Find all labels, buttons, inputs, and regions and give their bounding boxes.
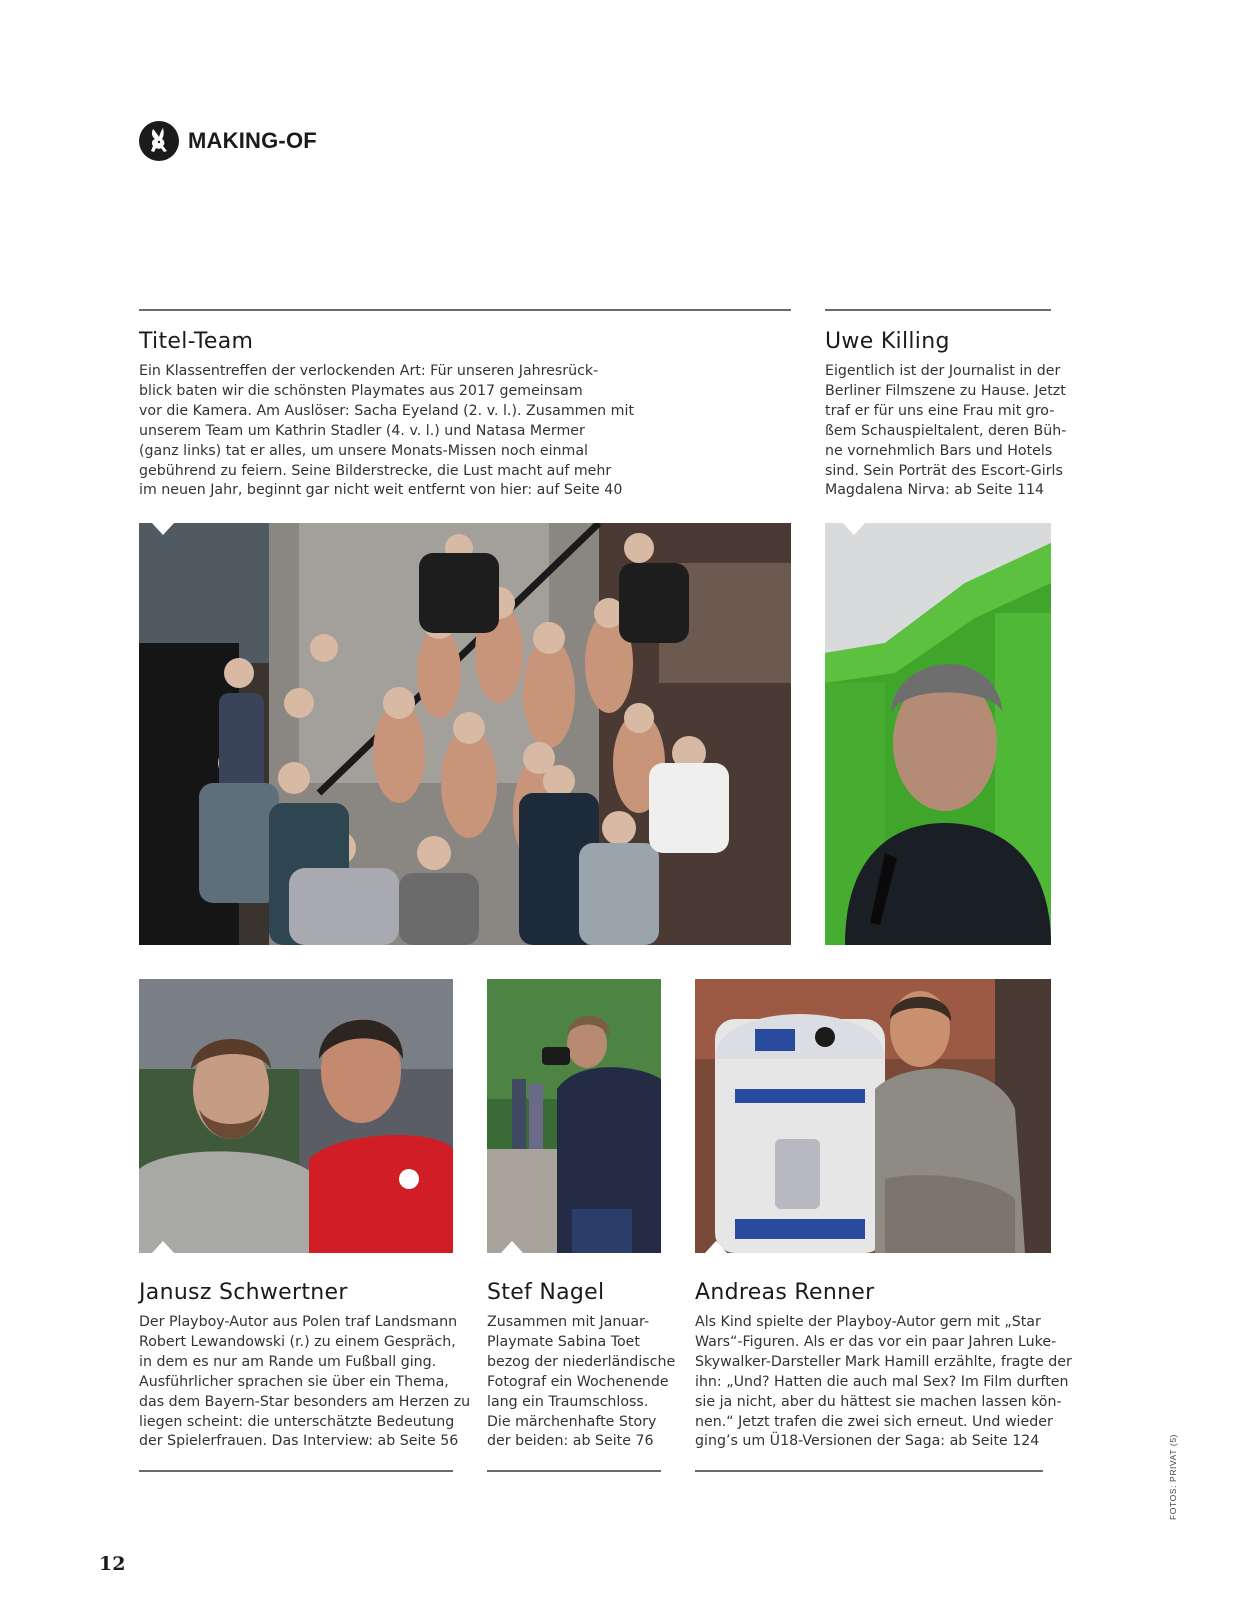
divider — [825, 309, 1051, 311]
article-text-stef-nagel: Zusammen mit Januar- Playmate Sabina Toet bezog der niederländische Fotograf ein Wochenende lang ein Traumschloss. Die märchenhafte Story der beiden: ab Seite 76 — [487, 1314, 676, 1450]
photo-notch — [152, 523, 174, 535]
divider — [695, 1470, 1043, 1472]
photo-notch — [501, 1241, 523, 1253]
article-text-janusz-schwertner: Der Playboy-Autor aus Polen traf Landsmann Robert Lewandowski (r.) zu einem Gespräch, in dem es nur am Rande um Fußball ging. Ausführlicher sprachen sie über ein Thema, das dem Bayern-Star besonders am Herzen zu liegen scheint: die unterschätzte Bedeutung der Spielerfrauen. Das Interview: ab Seite 56 — [139, 1314, 471, 1450]
article-text-uwe-killing: Eigentlich ist der Journalist in der Berliner Filmszene zu Hause. Jetzt traf er für uns eine Frau mit gro- ßem Schauspieltalent, deren Büh- ne vornehmlich Bars und Hotels sind. Sein Porträt des Escort-Girls Magdalena Nirva: ab Seite 114 — [825, 363, 1067, 499]
divider — [487, 1470, 661, 1472]
photo-credit: FOTOS: PRIVAT (5) — [1168, 1433, 1178, 1520]
article-heading-stef-nagel: Stef Nagel — [487, 1280, 605, 1305]
photo-stef-nagel — [487, 979, 661, 1253]
article-text-andreas-renner: Als Kind spielte der Playboy-Autor gern mit „Star Wars“-Figuren. Als er das vor ein paar Jahren Luke- Skywalker-Darsteller Mark Hamill erzählte, fragte der ihn: „Und? Hatten die auch mal Sex? Im Film durften sie ja nicht, aber du hättest sie machen lassen kön- nen.“ Jetzt trafen die zwei sich erneut. Und wieder ging’s um Ü18-Versionen der Saga: ab Seite 124 — [695, 1314, 1072, 1450]
photo-notch — [152, 1241, 174, 1253]
divider — [139, 309, 791, 311]
selfie-photo-janusz-schwertner — [139, 979, 453, 1253]
article-text-titel-team: Ein Klassentreffen der verlockenden Art: Für unseren Jahresrück- blick baten wir die schönsten Playmates aus 2017 gemeinsam vor die Kamera. Am Auslöser: Sacha Eyeland (2. v. l.). Zusammen mit unserem Team um Kathrin Stadler (4. v. l.) und Natasa Mermer (ganz links) tat er alles, um unsere Monats-Missen noch einmal gebührend zu feiern. Seine Bilderstrecke, die Lust macht auf mehr im neuen Jahr, beginnt gar nicht weit entfernt von hier: auf Seite 40 — [139, 363, 635, 499]
bunny-logo-icon — [139, 121, 179, 161]
article-heading-titel-team: Titel-Team — [139, 329, 254, 354]
photo-notch — [705, 1241, 727, 1253]
portrait-photo-uwe-killing — [825, 523, 1051, 945]
page-number: 12 — [99, 1553, 126, 1575]
photo-andreas-renner-r2d2 — [695, 979, 1051, 1253]
article-heading-uwe-killing: Uwe Killing — [825, 329, 950, 354]
divider — [139, 1470, 453, 1472]
article-heading-andreas-renner: Andreas Renner — [695, 1280, 875, 1305]
section-title: MAKING-OF — [188, 128, 317, 153]
group-photo — [139, 523, 791, 945]
photo-notch — [843, 523, 865, 535]
article-heading-janusz-schwertner: Janusz Schwertner — [139, 1280, 348, 1305]
